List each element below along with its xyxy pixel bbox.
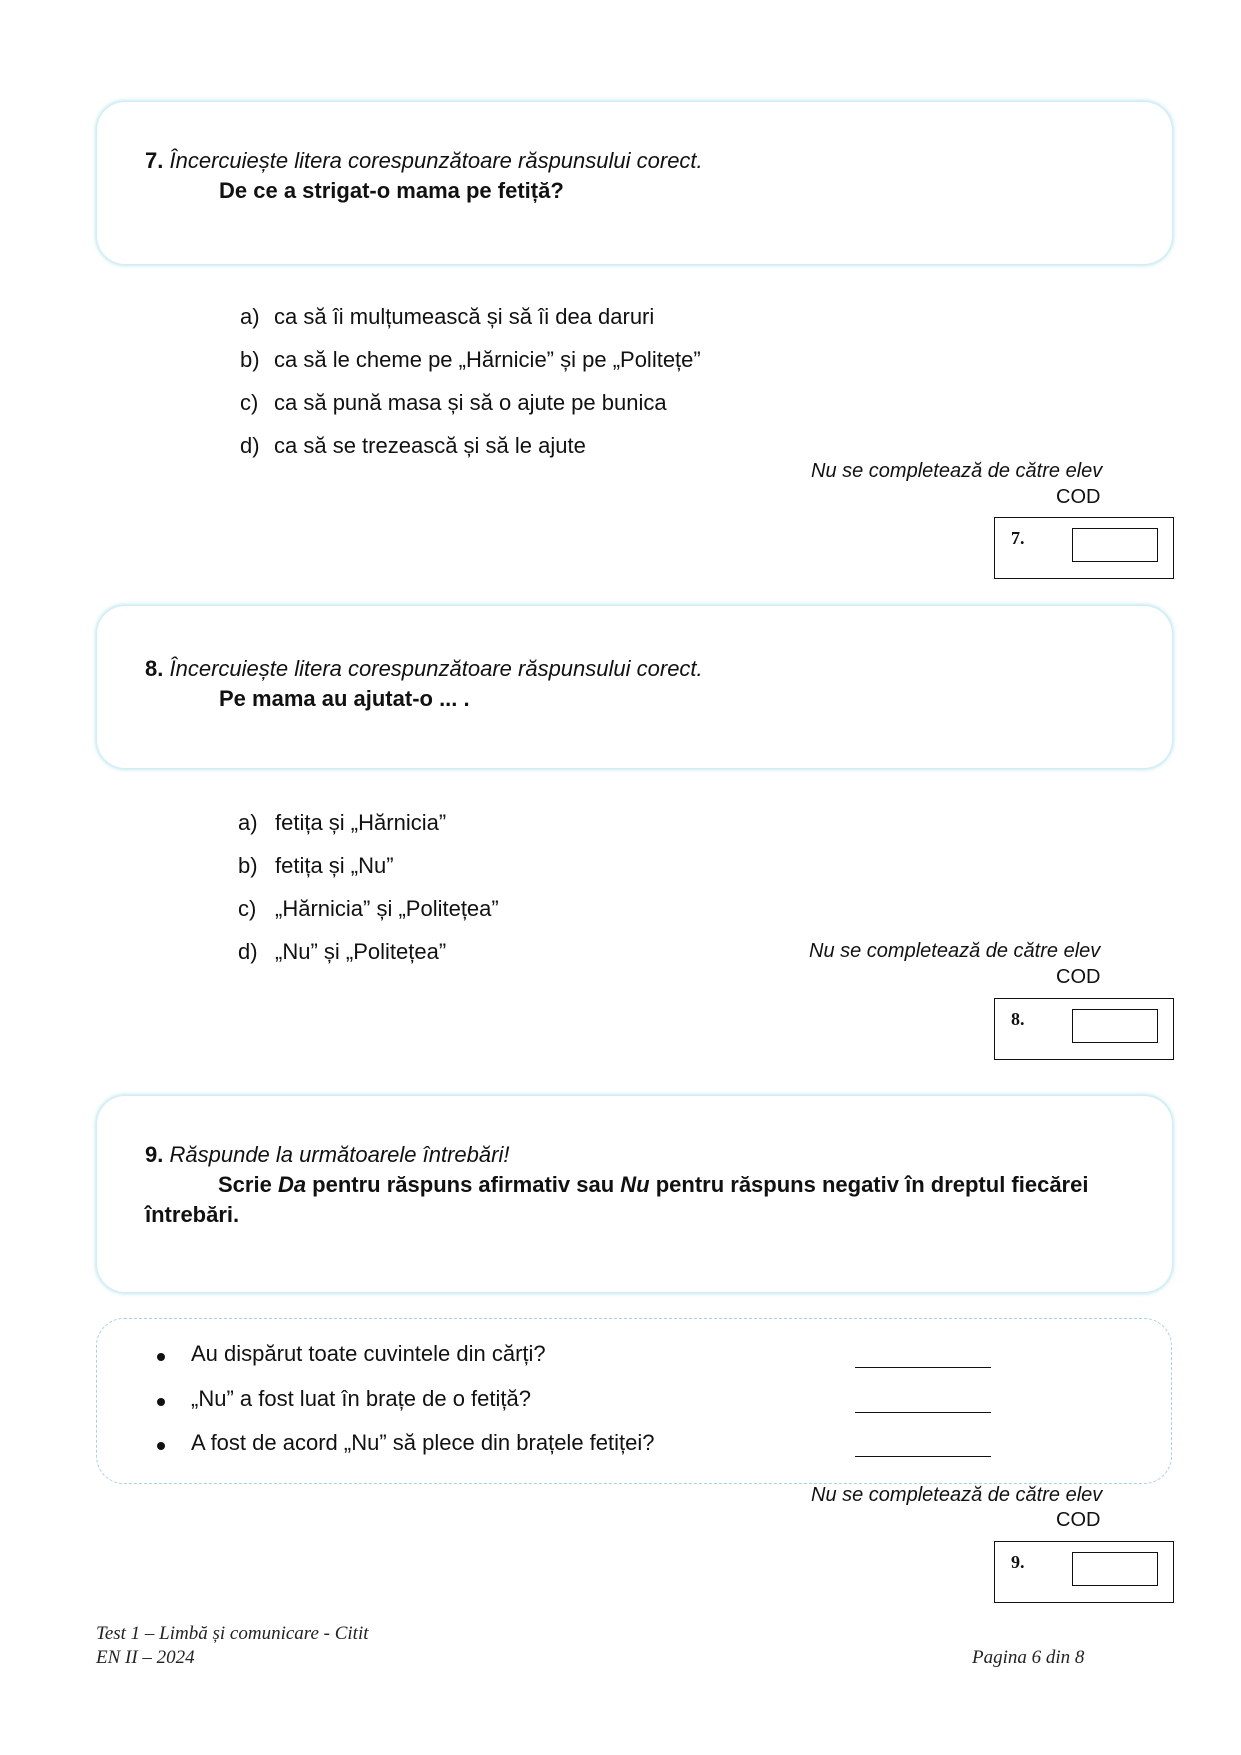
- bullet-icon: [157, 1353, 165, 1361]
- q9-item-3: A fost de acord „Nu” să plece din brațele fetiței?: [97, 1430, 1171, 1464]
- question-9-number: 9.: [145, 1142, 164, 1167]
- q8-code-field: [1072, 1009, 1158, 1043]
- q9-item-2: „Nu” a fost luat în brațe de o fetiță?: [97, 1386, 1171, 1420]
- q7-cod-label: COD: [1056, 486, 1101, 508]
- q7-grading-note: Nu se completează de către elev: [811, 460, 1103, 482]
- question-9-header: [145, 1140, 509, 1170]
- q9-grading-note: Nu se completează de către elev: [811, 1484, 1103, 1506]
- q7-code-field: [1072, 528, 1158, 562]
- q9-answer-line-1[interactable]: [855, 1367, 991, 1368]
- q7-option-d[interactable]: d) ca să se trezească și să le ajute: [240, 433, 586, 458]
- q7-code-number: 7.: [1011, 528, 1025, 548]
- q8-cod-label: COD: [1056, 966, 1101, 988]
- q8-option-b[interactable]: b) fetița și „Nu”: [238, 853, 394, 878]
- bullet-icon: [157, 1442, 165, 1450]
- q8-code-box: [994, 998, 1174, 1060]
- q7-option-a[interactable]: a) ca să îi mulțumească și să îi dea daruri: [240, 304, 655, 329]
- q8-option-d[interactable]: d) „Nu” și „Politețea”: [238, 939, 447, 964]
- question-9-box: [97, 1096, 1172, 1292]
- question-7-header: [145, 146, 703, 176]
- q7-option-c[interactable]: c) ca să pună masa și să o ajute pe bunica: [240, 390, 667, 415]
- question-8-number: 8.: [145, 656, 164, 681]
- question-7-number: 7.: [145, 148, 164, 173]
- q8-code-number: 8.: [1011, 1009, 1025, 1029]
- q9-item-1: Au dispărut toate cuvintele din cărți?: [97, 1341, 1171, 1375]
- q7-option-b[interactable]: b) ca să le cheme pe „Hărnicie” și pe „Politețe”: [240, 347, 701, 372]
- q9-code-box: [994, 1541, 1174, 1603]
- question-7-box: [97, 102, 1172, 264]
- q9-answers-box: [96, 1318, 1172, 1484]
- q9-code-number: 9.: [1011, 1552, 1025, 1572]
- q9-answer-line-3[interactable]: [855, 1456, 991, 1457]
- q8-option-c[interactable]: c) „Hărnicia” și „Politețea”: [238, 896, 499, 921]
- q8-option-a[interactable]: a) fetița și „Hărnicia”: [238, 810, 447, 835]
- footer-page-number: Pagina 6 din 8: [972, 1647, 1085, 1668]
- q9-answer-line-2[interactable]: [855, 1412, 991, 1413]
- question-9-text: Scrie Da pentru răspuns afirmativ sau Nu pentru răspuns negativ în dreptul fiecărei întrebări.: [145, 1172, 1089, 1227]
- q9-cod-label: COD: [1056, 1509, 1101, 1531]
- question-9-instruction: Răspunde la următoarele întrebări!: [169, 1142, 510, 1167]
- question-8-instruction: Încercuiește litera corespunzătoare răspunsului corect.: [169, 656, 703, 681]
- q9-code-field: [1072, 1552, 1158, 1586]
- footer-exam-year: EN II – 2024: [96, 1647, 195, 1668]
- question-7-text: De ce a strigat-o mama pe fetiță?: [219, 178, 564, 203]
- footer-test-title: Test 1 – Limbă și comunicare - Citit: [96, 1623, 369, 1644]
- q7-code-box: [994, 517, 1174, 579]
- q8-grading-note: Nu se completează de către elev: [809, 940, 1101, 962]
- bullet-icon: [157, 1398, 165, 1406]
- question-8-header: [145, 654, 703, 684]
- question-7-instruction: Încercuiește litera corespunzătoare răspunsului corect.: [169, 148, 703, 173]
- question-8-text: Pe mama au ajutat-o ... .: [219, 686, 470, 711]
- question-8-box: [97, 606, 1172, 768]
